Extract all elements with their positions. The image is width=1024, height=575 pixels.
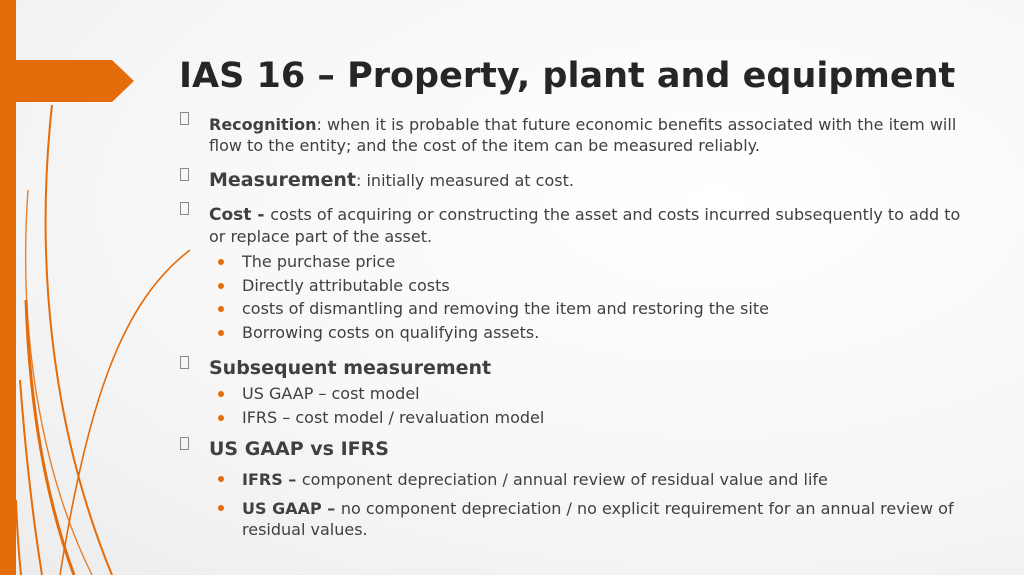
dot-icon bbox=[218, 415, 224, 421]
list-item bbox=[209, 498, 970, 540]
open-square-icon bbox=[180, 202, 189, 215]
comparison-item-label: IFRS – bbox=[242, 470, 302, 489]
subsequent-item-text: IFRS – cost model / revaluation model bbox=[242, 407, 545, 427]
subsequent-item-text: US GAAP – cost model bbox=[242, 384, 420, 403]
bullet-recognition bbox=[180, 114, 970, 156]
subsequent-items-list bbox=[209, 382, 970, 429]
list-item bbox=[209, 382, 970, 406]
cost-text: costs of acquiring or constructing the asset and costs incurred subsequently to add to or replace part of the asset. bbox=[209, 205, 961, 246]
dot-icon bbox=[218, 306, 224, 312]
cost-item-text: The purchase price bbox=[242, 252, 396, 271]
list-item bbox=[209, 469, 970, 490]
bullet-subsequent-measurement bbox=[180, 358, 970, 429]
comparison-item-text: no component depreciation / no explicit requirement for an annual review of residual values. bbox=[242, 499, 954, 539]
comparison-item-text: component depreciation / annual review of residual value and life bbox=[301, 470, 828, 489]
comparison-item-label: US GAAP – bbox=[242, 499, 341, 518]
list-item bbox=[209, 321, 970, 345]
recognition-label: Recognition bbox=[209, 115, 317, 134]
open-square-icon bbox=[180, 168, 189, 181]
slide-content bbox=[180, 114, 970, 548]
dot-icon bbox=[218, 259, 224, 265]
swoosh-line bbox=[60, 250, 190, 575]
list-item bbox=[209, 274, 970, 298]
dot-icon bbox=[218, 505, 224, 511]
measurement-text: : initially measured at cost. bbox=[356, 171, 574, 190]
dot-icon bbox=[218, 330, 224, 336]
subsequent-label: Subsequent measurement bbox=[209, 357, 492, 379]
open-square-icon bbox=[180, 437, 189, 450]
swoosh-line bbox=[16, 500, 21, 575]
open-square-icon bbox=[180, 356, 189, 369]
cost-item-text: Borrowing costs on qualifying assets. bbox=[242, 322, 540, 342]
dot-icon bbox=[218, 283, 224, 289]
swoosh-line bbox=[46, 105, 112, 575]
comparison-items-list bbox=[209, 469, 970, 540]
bullet-gaap-vs-ifrs bbox=[180, 439, 970, 540]
list-item bbox=[209, 297, 970, 321]
bullet-measurement bbox=[180, 170, 970, 191]
cost-items-list bbox=[209, 250, 970, 344]
dot-icon bbox=[218, 391, 224, 397]
dot-icon bbox=[218, 476, 224, 482]
cost-label: Cost - bbox=[209, 205, 271, 225]
comparison-label: US GAAP vs IFRS bbox=[209, 438, 389, 460]
cost-item-text: costs of dismantling and removing the item and restoring the site bbox=[242, 299, 769, 318]
recognition-text: : when it is probable that future economic benefits associated with the item will flow to the entity; and the cost of the item can be measured reliably. bbox=[209, 115, 957, 155]
slide-title: IAS 16 – Property, plant and equipment bbox=[179, 56, 956, 96]
measurement-label: Measurement bbox=[209, 169, 356, 191]
list-item bbox=[209, 406, 970, 430]
list-item bbox=[209, 250, 970, 274]
title-arrow-banner bbox=[0, 60, 134, 102]
open-square-icon bbox=[180, 112, 189, 125]
cost-item-text: Directly attributable costs bbox=[242, 275, 450, 295]
bullet-cost bbox=[180, 204, 970, 344]
